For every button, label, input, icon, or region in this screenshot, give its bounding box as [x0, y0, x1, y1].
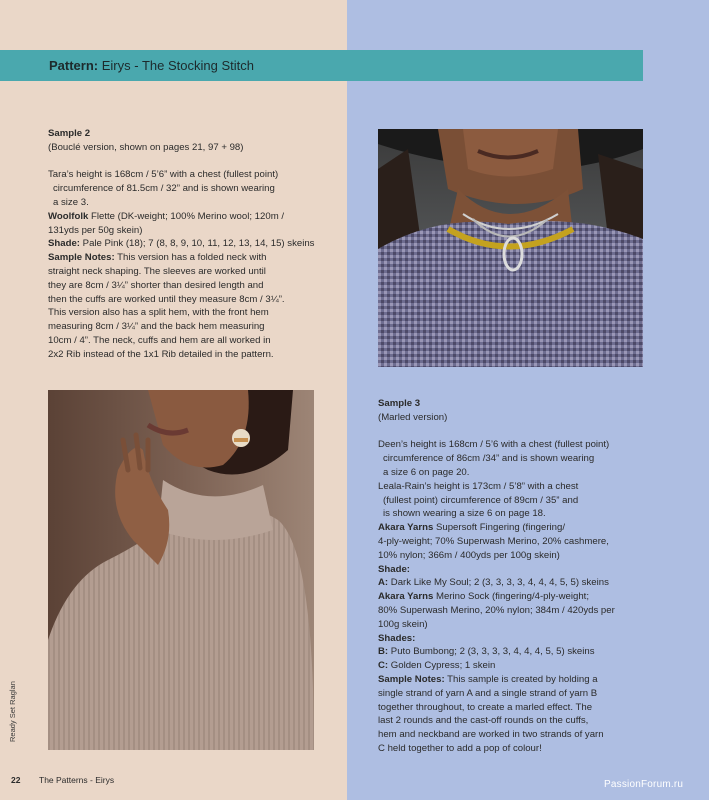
- deen-line: a size 6 on page 20.: [383, 466, 470, 478]
- yarn1-line: 4-ply-weight; 70% Superwash Merino, 20% cashmere,: [378, 535, 609, 547]
- notes-line: they are 8cm / 3¼” shorter than desired length and: [48, 279, 264, 291]
- yarn2-line: Akara Yarns Merino Sock (fingering/4-ply-weight;: [378, 591, 589, 603]
- yarn-line: Woolfolk Flette (DK-weight; 100% Merino wool; 120m /: [48, 210, 285, 222]
- deen-line: circumference of 86cm /34” and is shown wearing: [383, 453, 595, 465]
- shade-c-line: C: Golden Cypress; 1 skein: [378, 660, 496, 672]
- sample-3-section: [378, 397, 650, 756]
- sample-2-section: [48, 127, 320, 362]
- yarn-line: 131yds per 50g skein): [48, 224, 143, 236]
- notes-line: measuring 8cm / 3¼” and the back hem measuring: [48, 321, 265, 333]
- page-number: 22: [11, 775, 21, 785]
- notes-line: together throughout, to create a marled effect. The: [378, 701, 593, 713]
- yarn1-line: 10% nylon; 366m / 400yds per 100g skein): [378, 549, 560, 561]
- leala-line: (fullest point) circumference of 89cm / 35” and: [383, 494, 579, 506]
- shade-line: Shade: Pale Pink (18); 7 (8, 8, 9, 10, 11, 12, 13, 14, 15) skeins: [48, 238, 315, 250]
- leala-line: Leala-Rain’s height is 173cm / 5’8” with a chest: [378, 480, 579, 492]
- notes-line: hem and neckband are worked in two strands of yarn: [378, 729, 604, 741]
- notes-line: Sample Notes: This version has a folded neck with: [48, 252, 267, 264]
- height-line: a size 3.: [53, 196, 89, 208]
- sample-2-subheading: (Bouclé version, shown on pages 21, 97 + 98): [48, 141, 244, 153]
- notes-line: This version also has a split hem, with the front hem: [48, 307, 269, 319]
- notes-line: 2x2 Rib instead of the 1x1 Rib detailed in the pattern.: [48, 348, 274, 360]
- pale-pink-sweater-illustration: [48, 390, 314, 750]
- notes-line: straight neck shaping. The sleeves are worked until: [48, 265, 266, 277]
- shade-heading: Shade:: [378, 563, 410, 575]
- deen-line: Deen’s height is 168cm / 5’6 with a chest (fullest point): [378, 439, 610, 451]
- yarn1-line: Akara Yarns Supersoft Fingering (fingering/: [378, 522, 566, 534]
- notes-line: C held together to add a pop of colour!: [378, 742, 542, 754]
- yarn2-line: 80% Superwash Merino, 20% nylon; 384m / 420yds per: [378, 604, 615, 616]
- leala-line: is shown wearing a size 6 on page 18.: [383, 508, 546, 520]
- marled-sweater-photo: [378, 129, 643, 367]
- notes-line: 10cm / 4”. The neck, cuffs and hem are all worked in: [48, 334, 271, 346]
- sample-3-heading: Sample 3: [378, 398, 421, 409]
- notes-line: Sample Notes: This sample is created by holding a: [378, 673, 598, 685]
- side-section-label: Ready Set Raglan: [8, 681, 17, 742]
- marled-sweater-illustration: [378, 129, 643, 367]
- notes-line: single strand of yarn A and a single strand of yarn B: [378, 687, 598, 699]
- watermark: PassionForum.ru: [604, 779, 684, 790]
- sample-2-heading: Sample 2: [48, 128, 91, 139]
- height-line: Tara’s height is 168cm / 5’6” with a chest (fullest point): [48, 169, 279, 181]
- footer-section-title: The Patterns - Eirys: [39, 775, 115, 785]
- notes-line: last 2 rounds and the cast-off rounds on the cuffs,: [378, 715, 589, 727]
- shades-heading: Shades:: [378, 632, 416, 644]
- yarn2-line: 100g skein): [378, 618, 428, 630]
- notes-line: then the cuffs are worked until they measure 8cm / 3¼”.: [48, 293, 285, 305]
- shade-b-line: B: Puto Bumbong; 2 (3, 3, 3, 3, 4, 4, 4, 5, 5) skeins: [378, 646, 595, 658]
- sample-3-subheading: (Marled version): [378, 411, 448, 423]
- pattern-banner: [0, 50, 643, 81]
- pale-pink-sweater-photo: [48, 390, 314, 750]
- shade-a-line: A: Dark Like My Soul; 2 (3, 3, 3, 3, 4, 4, 4, 5, 5) skeins: [378, 577, 609, 589]
- height-line: circumference of 81.5cm / 32” and is shown wearing: [53, 183, 275, 195]
- banner-title: Pattern: Eirys - The Stocking Stitch: [49, 58, 254, 73]
